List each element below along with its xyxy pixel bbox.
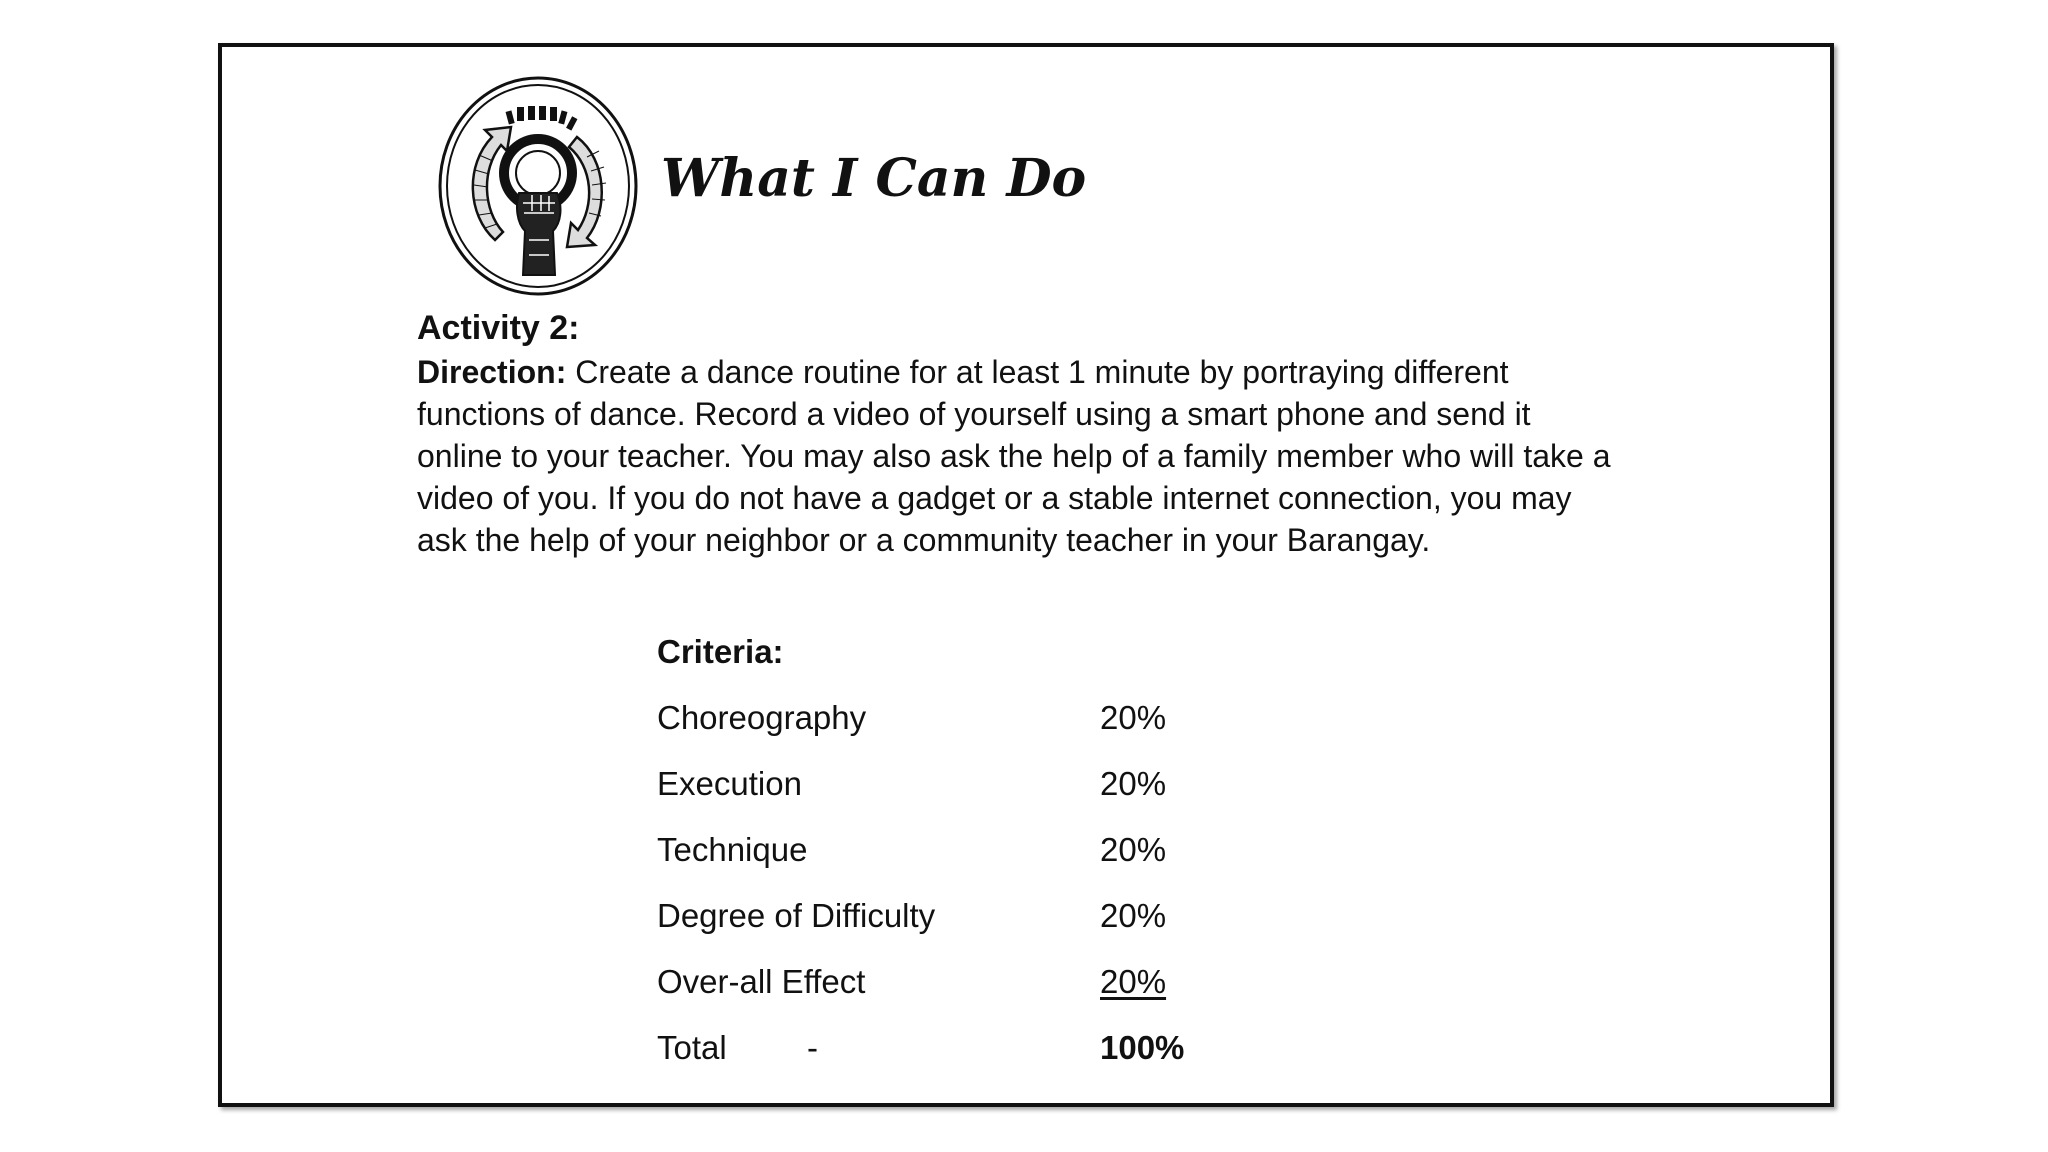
direction-line-2: functions of dance. Record a video of yourself using a smart phone and send it <box>417 396 1531 432</box>
total-dash: - <box>807 1029 818 1066</box>
criteria-name: Choreography <box>657 699 867 736</box>
activity-title: Activity 2: <box>417 309 580 347</box>
criteria-name: Execution <box>657 765 802 802</box>
criteria-weight: 20% <box>1100 831 1167 868</box>
criteria-name: Degree of Difficulty <box>657 897 936 934</box>
criteria-name: Over-all Effect <box>657 963 866 1000</box>
direction-text: Create a dance routine for at least 1 minute by portraying different <box>566 354 1509 390</box>
criteria-title: Criteria: <box>657 633 784 670</box>
direction-line-5: ask the help of your neighbor or a community teacher in your Barangay. <box>417 522 1431 558</box>
criteria-row <box>657 699 1257 749</box>
criteria-row <box>657 831 1257 881</box>
direction-line-1 <box>417 351 1677 393</box>
section-heading: What I Can Do <box>661 148 1087 209</box>
criteria-row <box>657 897 1257 947</box>
criteria-weight: 20% <box>1100 897 1167 934</box>
criteria-row <box>657 963 1257 1013</box>
direction-line-3: online to your teacher. You may also ask the help of a family member who will take a <box>417 438 1611 474</box>
criteria-weight: 20% <box>1100 963 1167 1000</box>
fist-gear-emblem-icon <box>437 75 639 297</box>
criteria-total-row <box>657 1029 1257 1079</box>
total-label: Total <box>657 1029 727 1066</box>
criteria-name: Technique <box>657 831 808 868</box>
criteria-weight: 20% <box>1100 699 1167 736</box>
direction-label: Direction: <box>417 354 567 390</box>
criteria-weight: 20% <box>1100 765 1167 802</box>
direction-line-4: video of you. If you do not have a gadget or a stable internet connection, you may <box>417 480 1572 516</box>
direction-paragraph <box>417 351 1677 561</box>
criteria-row <box>657 765 1257 815</box>
total-weight: 100% <box>1100 1029 1185 1066</box>
